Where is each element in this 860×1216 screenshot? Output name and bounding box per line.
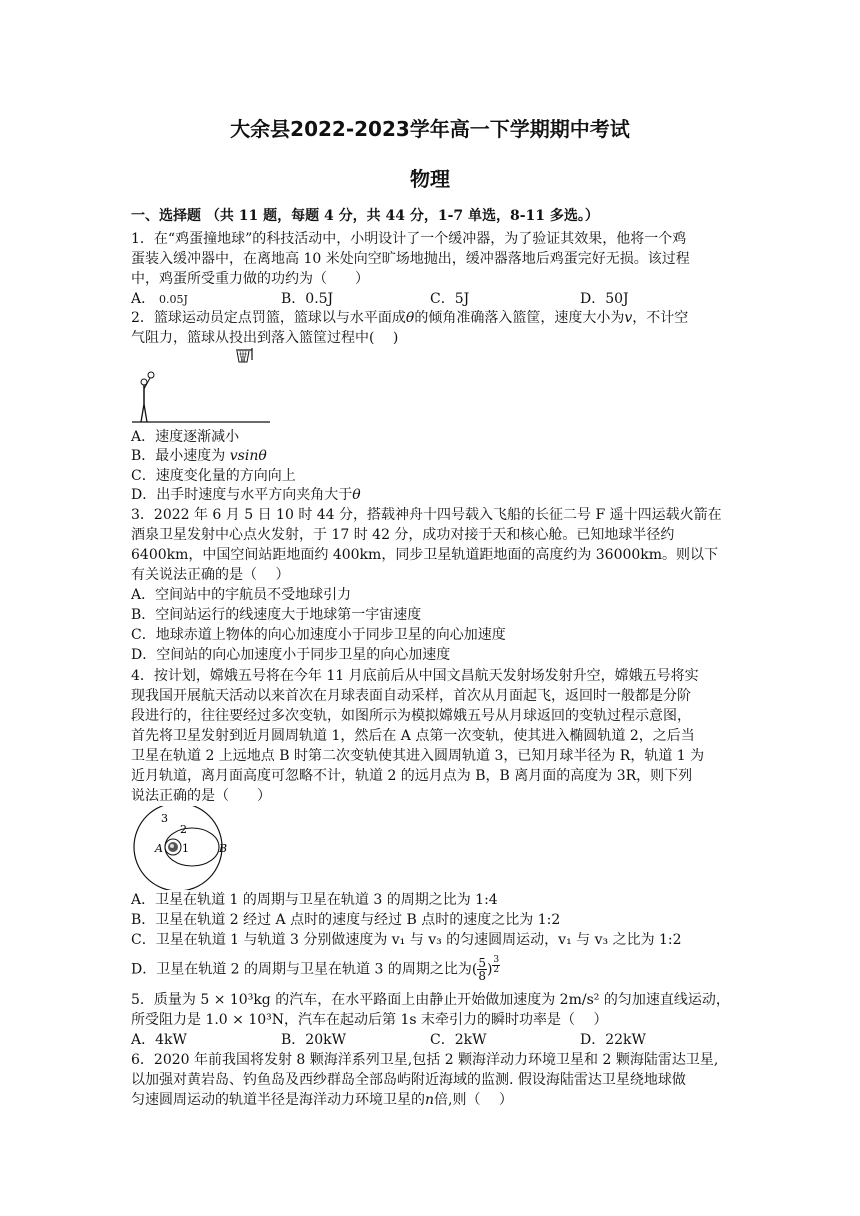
q1-line-3: 中，鸡蛋所受重力做的功约为（ ） [131,271,369,287]
q2-text-c: ，不计空 [632,310,689,326]
q4-line-4: 首先将卫星发射到近月圆周轨道 1，然后在 A 点第一次变轨，使其进入椭圆轨道 2，之后当 [131,728,695,744]
q1-line-1: 1．在“鸡蛋撞地球”的科技活动中，小明设计了一个缓冲器，为了验证其效果，他将一个鸡 [131,231,687,247]
q4-option-a: A．卫星在轨道 1 的周期与卫星在轨道 3 的周期之比为 1:4 [131,892,498,908]
q2-line-1 [131,308,688,328]
q2-text-a: 2．篮球运动员定点罚篮，篮球以与水平面成 [131,310,406,326]
q4-line-6: 近月轨道，离月面高度可忽略不计，轨道 2 的远月点为 B，B 离月面的高度为 3R，则下列 [131,768,693,784]
exponent-denominator: 2 [493,965,500,975]
q4-line-7: 说法正确的是（ ） [131,788,271,804]
q2-option-c: C．速度变化量的方向向上 [131,468,296,484]
section-heading: 一、选择题 （共 11 题，每题 4 分，共 44 分，1-7 单选，8-11 多选。） [131,208,599,224]
point-a-label: A [155,842,163,855]
q1-option-c: C．5J [430,291,470,307]
q1-option-a-label: A． [131,291,156,307]
q3-line-4: 有关说法正确的是（ ） [131,567,290,583]
q2-option-a: A．速度逐渐减小 [131,429,240,445]
q6-line-2: 以加强对黄岩岛、钓鱼岛及西纱群岛全部岛屿附近海域的监测. 假设海陆雷达卫星绕地球做 [131,1072,686,1088]
q2-text-b: 的倾角准确落入篮筐，速度大小为 [414,310,625,326]
q3-option-b: B．空间站运行的线速度大于地球第一宇宙速度 [131,607,422,623]
ratio-denominator: 8 [478,969,486,984]
q1-line-2: 蛋装入缓冲器中，在离地高 10 米处向空旷场地抛出，缓冲器落地后鸡蛋完好无损。该过程 [131,251,690,267]
orbit-label-1: 1 [182,842,189,855]
theta-symbol: θ [258,448,267,464]
exponent-numerator: 3 [493,955,500,965]
q4-line-5: 卫星在轨道 2 上远地点 B 时第二次变轨使其进入圆周轨道 3，已知月球半径为 R，轨道 1 为 [131,748,705,764]
point-b-label: B [219,842,228,855]
q2-line-2: 气阻力，篮球从投出到落入篮筐过程中( ) [131,330,399,346]
q5-line-2: 所受阻力是 1.0 × 10³N，汽车在起动后第 1s 末牵引力的瞬时功率是（ ） [131,1012,608,1028]
q2-option-b-label: B．最小速度为 [131,448,230,464]
q6-line-3-text: 匀速圆周运动的轨道半径是海洋动力环境卫星的 [131,1092,425,1108]
q4-option-b: B．卫星在轨道 2 经过 A 点时的速度与经过 B 点时的速度之比为 1:2 [131,912,561,928]
q1-option-d: D．50J [580,291,629,307]
exam-title: 大余县2022-2023学年高一下学期期中考试 [230,117,630,141]
basketball-figure [130,346,290,426]
q4-option-c: C．卫星在轨道 1 与轨道 3 分别做速度为 v₁ 与 v₃ 的匀速圆周运动，v₁ 与 v₃ 之比为 1:2 [131,932,682,948]
ratio-numerator: 5 [478,956,486,971]
q4-line-2: 现我国开展航天活动以来首次在月球表面自动采样，首次从月面起飞，返回时一般都是分阶 [131,688,691,704]
q6-line-3-tail: 倍,则（ ） [434,1092,513,1108]
q2-option-b [131,446,267,466]
orbit-label-3: 3 [161,812,168,825]
q1-option-b: B．0.5J [281,291,334,307]
q2-option-d-label: D．出手时速度与水平方向夹角大于 [131,487,353,503]
subject-title: 物理 [410,167,450,191]
theta-symbol: θ [405,310,415,326]
orbit-figure [130,806,240,890]
q5-option-d: D．22kW [580,1032,646,1048]
orbit-label-2: 2 [180,823,187,836]
q2-option-d [131,485,361,505]
q3-option-a: A．空间站中的宇航员不受地球引力 [131,587,352,603]
q5-options [131,1030,731,1050]
q1-options [131,289,731,309]
v-symbol: v [624,310,633,326]
q4-option-d: D．卫星在轨道 2 的周期与卫星在轨道 3 的周期之比为( $\frac{5}{8}$ ) $^{\frac{3}{2}}$ [131,955,500,984]
q5-option-a: A．4kW [131,1032,187,1048]
n-symbol: n [425,1092,435,1108]
q5-line-1: 5．质量为 5 × 10³kg 的汽车，在水平路面上由静止开始做加速度为 2m/s² 的匀加速直线运动， [131,992,730,1008]
ratio-fraction [477,957,487,982]
q4-line-3: 段进行的，往往要经过多次变轨，如图所示为模拟嫦娥五号从月球返回的变轨过程示意图， [131,708,691,724]
q5-option-b: B．20kW [281,1032,346,1048]
q4-option-d-label: D．卫星在轨道 2 的周期与卫星在轨道 3 的周期之比为 [131,961,472,978]
q3-option-c: C．地球赤道上物体的向心加速度小于同步卫星的向心加速度 [131,627,506,643]
q3-line-1: 3．2022 年 6 月 5 日 10 时 44 分，搭载神舟十四号载入飞船的长征二号 F 遥十四运载火箭在 [131,507,722,523]
q6-line-3 [131,1090,513,1110]
q5-option-c: C．2kW [430,1032,487,1048]
q3-option-d: D．空间站的向心加速度小于同步卫星的向心加速度 [131,647,451,663]
q1-option-a-value: 0.05J [159,293,188,306]
q3-line-2: 酒泉卫星发射中心点火发射，于 17 时 42 分，成功对接于天和核心舱。已知地球半径约 [131,527,675,543]
q6-line-1: 6．2020 年前我国将发射 8 颗海洋系列卫星,包括 2 颗海洋动力环境卫星和 2 颗海陆雷达卫星, [131,1052,719,1068]
theta-symbol: θ [352,487,361,503]
exponent-fraction [492,956,500,975]
q3-line-3: 6400km，中国空间站距地面约 400km，同步卫星轨道距地面的高度约为 36000km。则以下 [131,547,719,563]
q2-option-b-expr: vsin [229,448,259,464]
q4-line-1: 4．按计划，嫦娥五号将在今年 11 月底前后从中国文昌航天发射场发射升空，嫦娥五号将实 [131,668,699,684]
